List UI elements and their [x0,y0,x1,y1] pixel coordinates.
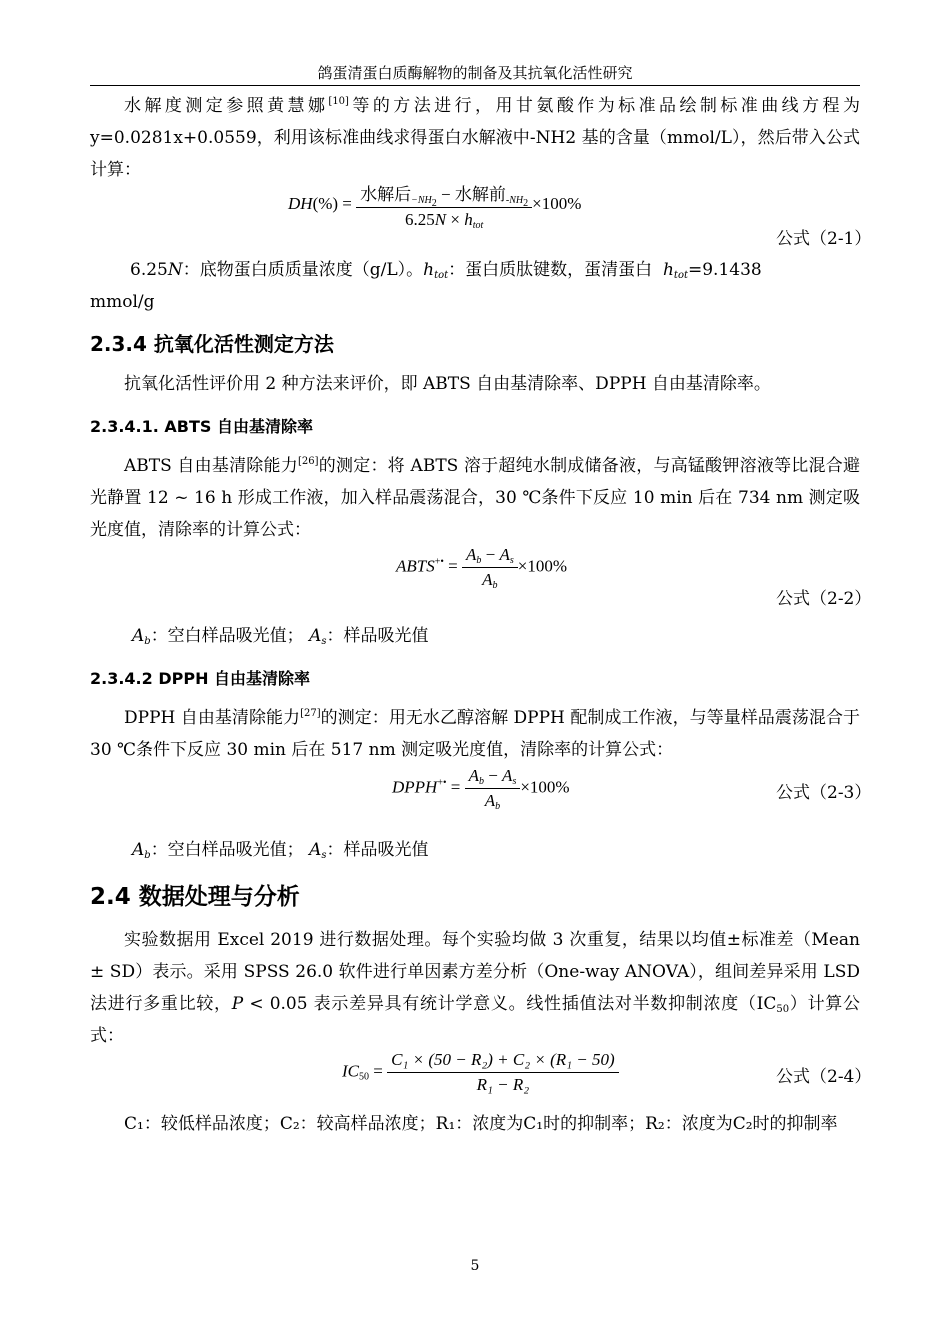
formula-2-2: ABTS+• = $\frac{A_b - A_s}{A_b}$ ×100% [396,545,567,591]
formula-dpph-fraction: $\frac{A_b - A_s}{A_b}$ [465,766,521,811]
formula-ic50-fraction [387,1050,619,1095]
data-analysis-paragraph: 实验数据用 Excel 2019 进行数据处理。每个实验均做 3 次重复，结果以均值±标准差（Mean ± SD）表示。采用 SPSS 26.0 软件进行单因素方差分析（One-way ANOVA），组间差异采用 LSD 法进行多重比较，P < 0.05 表示差异具有统计学意义。线性插值法对半数抑制浓度$(IC_{50})$计算公式： [90,930,861,1046]
page-number: 5 [470,1258,480,1274]
dpph-paragraph: DPPH 自由基清除能力[27]的测定：用无水乙醇溶解 DPPH 配制成工作液，与等量样品震荡混合于 30 ℃条件下反应 30 min 后在 517 nm 测定吸光度值，清除率的计算公式： [90,708,860,760]
formula-label-2-4: 公式（2-4） [776,1067,872,1087]
dpph-definition: $A_b$：空白样品吸光值； $A_s$：样品吸光值 [132,840,429,861]
section-heading-2-3-4: 2.3.4 抗氧化活性测定方法 [90,332,334,356]
formula-dh-numerator: 水解后$_{-NH_2}$ − 水解前$_{-NH_2}$ [356,180,532,208]
formula-dh-pct: (%) = [312,193,352,213]
formula-label-2-3: 公式（2-3） [776,783,872,803]
citation-27: [27] [300,708,321,719]
formula-ic50-numerator: C₁ × (50 − R₂) + C₂ × (R₁ − 50) [387,1050,619,1073]
ic50-definition: C₁：较低样品浓度；C₂：较高样品浓度；R₁：浓度为C₁时的抑制率；R₂：浓度为C₂时的抑制率 [124,1114,838,1134]
abts-definition: $A_b$：空白样品吸光值； $A_s$：样品吸光值 [132,626,429,647]
formula-2-1 [288,180,581,230]
citation-10: [10] [328,96,349,107]
formula-abts-fraction: $\frac{A_b - A_s}{A_b}$ [462,545,518,590]
formula-dh-fraction [356,180,532,230]
formula-dh-denominator: $6.25N \times h_{tot}$ [405,210,484,231]
citation-26: [26] [298,456,319,467]
formula-2-3: DPPH+• = $\frac{A_b - A_s}{A_b}$ ×100% [392,766,570,812]
dh-definition: 6.25N：底物蛋白质质量浓度（g/L）。$h_{tot}$：蛋白质肽键数，蛋清蛋白 $h_{tot}=9.1438$ mmol/g [90,260,762,312]
formula-label-2-1: 公式（2-1） [776,229,872,249]
dh-text-a: 水解度测定参照黄慧娜 [124,96,329,116]
formula-ic50-denominator: R₁ − R₂ [476,1075,530,1094]
header-rule [90,85,860,86]
dh-text-b: 等的方法进行，用甘氨酸作为标准品绘制标准曲线方程为 y=0.0281x+0.0559，利用该标准曲线求得蛋白水解液中-NH2 基的含量（mmol/L），然后带入公式计算： [90,96,861,180]
formula-dh-tail: ×100% [532,193,582,213]
running-header: 鸽蛋清蛋白质酶解物的制备及其抗氧化活性研究 [317,64,633,82]
formula-dh-lhs: DH [288,193,313,213]
antioxidant-intro: 抗氧化活性评价用 2 种方法来评价，即 ABTS 自由基清除率、DPPH 自由基清除率。 [124,374,771,394]
section-heading-abts: 2.3.4.1. ABTS 自由基清除率 [90,417,314,436]
formula-label-2-2: 公式（2-2） [776,589,872,609]
dh-paragraph [90,90,860,186]
section-heading-2-4: 2.4 数据处理与分析 [90,884,300,910]
formula-2-4: $IC_{50}$ = $\frac{\text{C₁ × (50 − R₂) + C₂ × (R₁ − 50)}}{\text{R₁ − R₂}}$ [342,1050,619,1095]
section-heading-dpph: 2.3.4.2 DPPH 自由基清除率 [90,669,311,688]
abts-paragraph: ABTS 自由基清除能力[26]的测定：将 ABTS 溶于超纯水制成储备液，与高锰酸钾溶液等比混合避光静置 12 ~ 16 h 形成工作液，加入样品震荡混合，30 ℃条件下反应 10 min 后在 734 nm 测定吸光度值，清除率的计算公式： [90,456,860,540]
